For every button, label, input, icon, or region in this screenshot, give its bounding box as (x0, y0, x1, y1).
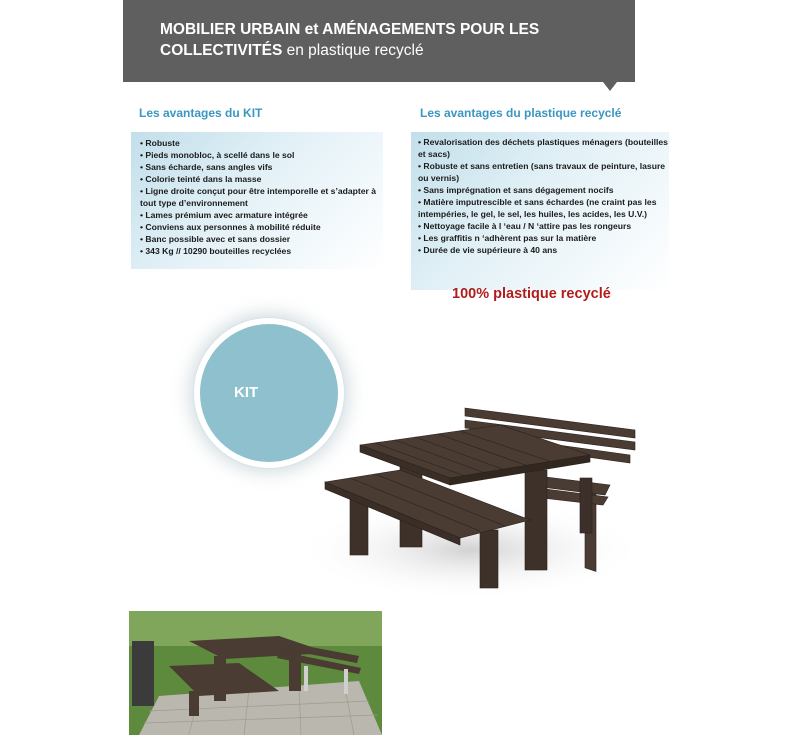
kit-advantages-list (140, 137, 383, 257)
kit-advantage-item: • Banc possible avec et sans dossier (140, 233, 383, 245)
kit-advantage-item: • 343 Kg // 10290 bouteilles recyclées (140, 245, 383, 257)
plastic-advantage-item: • Revalorisation des déchets plastiques ménagers (bouteilles et sacs) (418, 136, 669, 160)
installed-table-photo (129, 611, 382, 735)
plastic-advantages-panel (411, 132, 669, 290)
kit-advantage-item: • Robuste (140, 137, 383, 149)
header-notch (603, 82, 617, 91)
kit-advantage-item: • Ligne droite conçut pour être intemporelle et s’adapter à tout type d’environnement (140, 185, 383, 209)
plastic-advantage-item: • Nettoyage facile à l ‘eau / N ‘attire pas les rongeurs (418, 220, 669, 232)
plastic-advantages-title: Les avantages du plastique recyclé (420, 106, 622, 120)
recycled-highlight: 100% plastique recyclé (452, 286, 611, 302)
plastic-advantage-item: • Robuste et sans entretien (sans travaux de peinture, lasure ou vernis) (418, 160, 669, 184)
photo-bin (132, 641, 154, 706)
page-title-bold: MOBILIER URBAIN et AMÉNAGEMENTS POUR LES COLLECTIVITÉS (160, 21, 540, 59)
kit-advantage-item: • Conviens aux personnes à mobilité réduite (140, 221, 383, 233)
picnic-table-illustration (290, 400, 650, 610)
plastic-advantage-item: • Les graffitis n ‘adhèrent pas sur la matière (418, 232, 669, 244)
plastic-advantage-item: • Durée de vie supérieure à 40 ans (418, 244, 669, 256)
plastic-advantage-item: • Sans imprégnation et sans dégagement nocifs (418, 184, 669, 196)
page-title (160, 19, 620, 61)
kit-advantage-item: • Colorie teinté dans la masse (140, 173, 383, 185)
page-title-normal: en plastique recyclé (286, 42, 424, 59)
kit-advantage-item: • Pieds monobloc, à scellé dans le sol (140, 149, 383, 161)
kit-label: KIT (234, 384, 259, 401)
kit-advantages-panel (131, 132, 383, 269)
plastic-advantage-item: • Matière imputrescible et sans échardes (ne craint pas les intempéries, le gel, le sel, les huiles, les acides, les U.V.) (418, 196, 669, 220)
kit-advantage-item: • Sans écharde, sans angles vifs (140, 161, 383, 173)
kit-advantage-item: • Lames prémium avec armature intégrée (140, 209, 383, 221)
kit-advantages-title: Les avantages du KIT (139, 106, 263, 120)
plastic-advantages-list (418, 136, 669, 256)
